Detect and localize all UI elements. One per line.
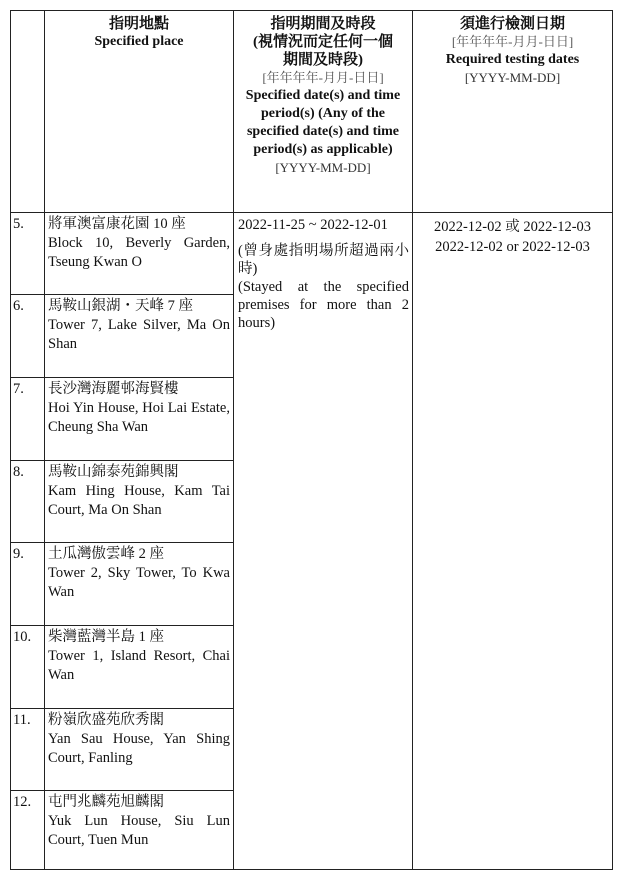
row-number: 12. [11, 791, 45, 870]
number-column-header [11, 11, 45, 213]
place-name-zh: 馬鞍山錦泰苑錦興閣 [48, 463, 179, 480]
place-header-zh: 指明地點 [108, 16, 169, 32]
place-header-en: Specified place [94, 34, 184, 49]
row-number: 9. [11, 543, 45, 626]
place-cell [45, 377, 234, 460]
place-name-en: Tower 1, Island Resort, Chai Wan [48, 648, 230, 683]
testing-column-header [413, 11, 613, 213]
period-format-en: [YYYY-MM-DD] [275, 160, 371, 175]
place-cell [45, 791, 234, 870]
testing-format-zh: [年年年年-月月-日日] [451, 34, 574, 49]
testing-dates-en: 2022-12-02 or 2022-12-03 [435, 238, 590, 255]
table-header-row [11, 11, 613, 213]
place-cell [45, 543, 234, 626]
place-name-zh: 屯門兆麟苑旭麟閣 [48, 794, 164, 811]
place-name-en: Yuk Lun House, Siu Lun Court, Tuen Mun [48, 813, 230, 849]
place-name-en: Block 10, Beverly Garden, Tseung Kwan O [48, 234, 230, 270]
period-header-en: Specified date(s) and time period(s) (Any of the specified date(s) and time period(s) as applicable) [245, 88, 401, 157]
place-name-en: Hoi Yin House, Hoi Lai Estate, Cheung Sha Wan [48, 399, 230, 435]
place-name-zh: 長沙灣海麗邨海賢樓 [48, 380, 179, 397]
specified-places-table [10, 10, 613, 870]
place-name-en: Tower 7, Lake Silver, Ma On Shan [48, 317, 230, 353]
place-name-zh: 土瓜灣傲雲峰 2 座 [48, 546, 164, 563]
row-number: 6. [11, 295, 45, 378]
place-name-zh: 粉嶺欣盛苑欣秀閣 [48, 711, 164, 728]
period-column-header [234, 11, 413, 213]
place-name-en: Kam Hing House, Kam Tai Court, Ma On Shan [48, 482, 230, 518]
row-number: 8. [11, 460, 45, 543]
testing-header-zh: 須進行檢測日期 [459, 16, 565, 32]
testing-header-en: Required testing dates [445, 52, 580, 67]
row-number: 10. [11, 626, 45, 709]
testing-dates-cell [413, 212, 613, 869]
period-cell [234, 212, 413, 869]
place-name-zh: 將軍澳富康花園 10 座 [48, 215, 186, 232]
place-cell [45, 460, 234, 543]
place-name-en: Tower 2, Sky Tower, To Kwa Wan [48, 565, 230, 601]
period-header-zh: 指明期間及時段 [270, 16, 376, 32]
place-name-en: Yan Sau House, Yan Shing Court, Fanling [48, 730, 230, 766]
testing-format-en: [YYYY-MM-DD] [464, 70, 561, 85]
period-note-en: (Stayed at the specified premises for more than 2 hours) [238, 278, 409, 331]
period-range: 2022-11-25 ~ 2022-12-01 [238, 216, 388, 233]
place-cell [45, 295, 234, 378]
row-number: 7. [11, 377, 45, 460]
place-name-zh: 柴灣藍灣半島 1 座 [48, 629, 164, 645]
place-cell [45, 626, 234, 709]
table-row [11, 212, 613, 295]
place-column-header [45, 11, 234, 213]
place-cell [45, 708, 234, 791]
row-number: 5. [11, 212, 45, 295]
row-number: 11. [11, 708, 45, 791]
period-note-zh: (曾身處指明場所超過兩小時) [238, 242, 409, 277]
place-cell [45, 212, 234, 295]
period-format-zh: [年年年年-月月-日日] [262, 70, 384, 85]
place-name-zh: 馬鞍山銀湖・天峰 7 座 [48, 298, 193, 315]
testing-dates-zh: 2022-12-02 或 2022-12-03 [433, 218, 592, 235]
period-header-zh-note: (視情況而定任何一個期間及時段) [253, 34, 393, 68]
